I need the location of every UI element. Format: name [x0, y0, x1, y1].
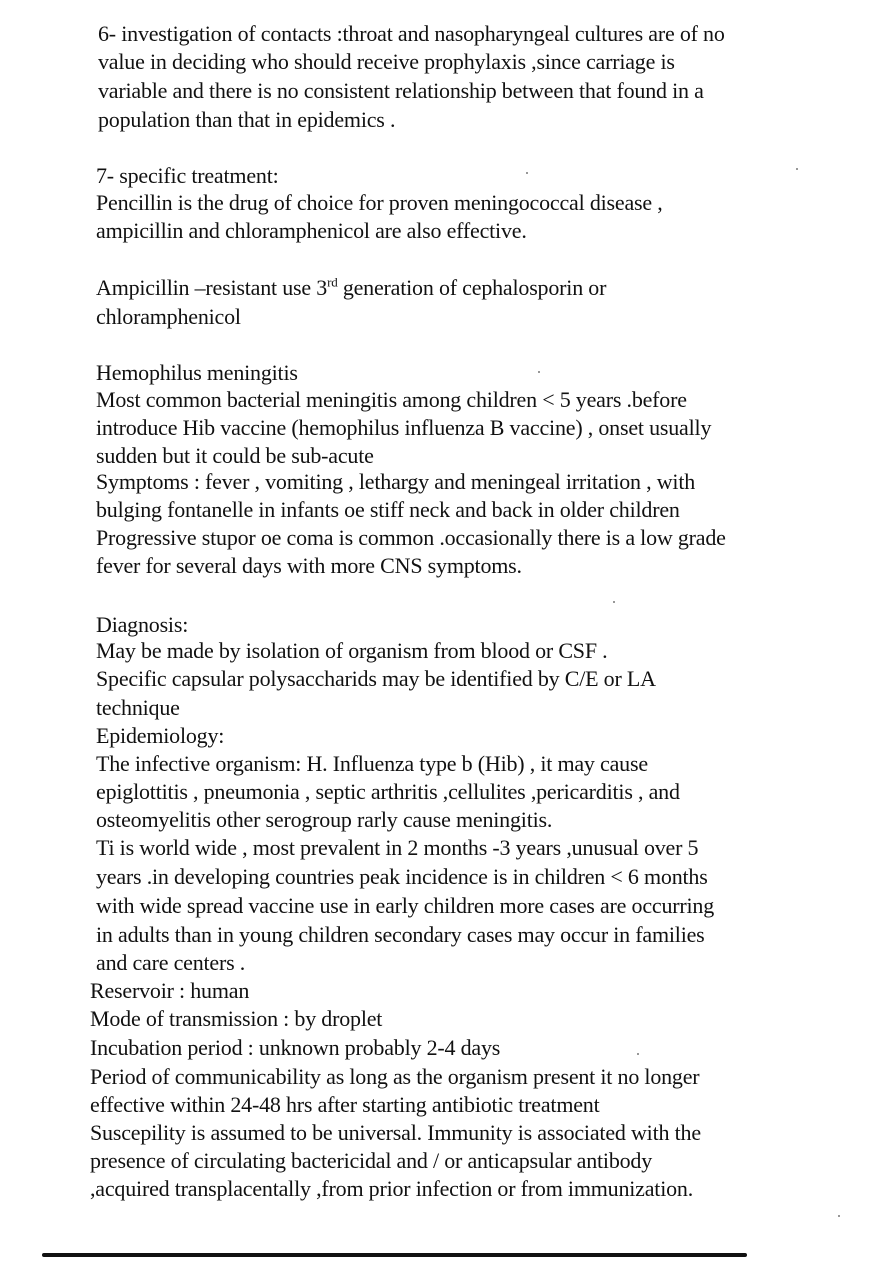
ampicillin-post: generation of cephalosporin or: [337, 275, 607, 300]
epidemiology-line-7: in adults than in young children secondary cases may occur in families: [96, 922, 705, 947]
scan-speck: [637, 1053, 639, 1055]
epidemiology-line-14: Suscepility is assumed to be universal. Immunity is associated with the: [90, 1120, 701, 1145]
section7-heading: 7- specific treatment:: [96, 163, 279, 188]
diagnosis-heading: Diagnosis:: [96, 612, 189, 637]
hemophilus-line-1: Most common bacterial meningitis among children < 5 years .before: [96, 387, 687, 412]
diagnosis-line-1: May be made by isolation of organism from blood or CSF .: [96, 638, 608, 663]
hemophilus-line-4: Symptoms : fever , vomiting , lethargy and meningeal irritation , with: [96, 469, 696, 494]
epidemiology-line-9: Reservoir : human: [90, 978, 250, 1003]
epidemiology-line-15: presence of circulating bactericidal and / or anticapsular antibody: [90, 1148, 653, 1173]
ampicillin-line-2: chloramphenicol: [96, 304, 241, 329]
section7-line-1: Pencillin is the drug of choice for proven meningococcal disease ,: [96, 190, 663, 215]
epidemiology-line-13: effective within 24-48 hrs after starting antibiotic treatment: [90, 1092, 600, 1117]
diagnosis-line-3: technique: [96, 695, 180, 720]
epidemiology-line-2: epiglottitis , pneumonia , septic arthritis ,cellulites ,pericarditis , and: [96, 779, 680, 804]
epidemiology-heading: Epidemiology:: [96, 723, 225, 748]
section7-line-2: ampicillin and chloramphenicol are also effective.: [96, 218, 527, 243]
scan-speck: [796, 168, 798, 170]
epidemiology-line-6: with wide spread vaccine use in early children more cases are occurring: [96, 893, 715, 918]
epidemiology-line-3: osteomyelitis other serogroup rarly cause meningitis.: [96, 807, 553, 832]
section6-line-4: population than that in epidemics .: [98, 107, 396, 132]
bottom-rule: [42, 1253, 747, 1257]
ampicillin-pre: Ampicillin –resistant use 3: [96, 275, 328, 300]
scan-speck: [613, 601, 615, 603]
scan-speck: [838, 1215, 840, 1217]
epidemiology-line-5: years .in developing countries peak incidence is in children < 6 months: [96, 864, 708, 889]
hemophilus-heading: Hemophilus meningitis: [96, 360, 298, 385]
hemophilus-line-2: introduce Hib vaccine (hemophilus influenza B vaccine) , onset usually: [96, 415, 712, 440]
hemophilus-line-7: fever for several days with more CNS symptoms.: [96, 553, 522, 578]
ampicillin-sup: rd: [327, 274, 338, 290]
section6-line-3: variable and there is no consistent relationship between that found in a: [98, 78, 704, 103]
epidemiology-line-4: Ti is world wide , most prevalent in 2 months -3 years ,unusual over 5: [96, 835, 699, 860]
hemophilus-line-6: Progressive stupor oe coma is common .occasionally there is a low grade: [96, 525, 726, 550]
epidemiology-line-10: Mode of transmission : by droplet: [90, 1006, 383, 1031]
scan-speck: [526, 172, 528, 174]
epidemiology-line-11: Incubation period : unknown probably 2-4 days: [90, 1035, 501, 1060]
hemophilus-line-5: bulging fontanelle in infants oe stiff neck and back in older children: [96, 497, 680, 522]
epidemiology-line-12: Period of communicability as long as the organism present it no longer: [90, 1064, 700, 1089]
hemophilus-line-3: sudden but it could be sub-acute: [96, 443, 374, 468]
scan-speck: [538, 371, 540, 373]
epidemiology-line-16: ,acquired transplacentally ,from prior infection or from immunization.: [90, 1176, 694, 1201]
section6-line-1: 6- investigation of contacts :throat and nasopharyngeal cultures are of no: [98, 21, 725, 46]
diagnosis-line-2: Specific capsular polysaccharids may be identified by C/E or LA: [96, 666, 656, 691]
section6-line-2: value in deciding who should receive prophylaxis ,since carriage is: [98, 49, 675, 74]
ampicillin-line-1: [96, 274, 606, 302]
epidemiology-line-8: and care centers .: [96, 950, 246, 975]
epidemiology-line-1: The infective organism: H. Influenza type b (Hib) , it may cause: [96, 751, 648, 776]
